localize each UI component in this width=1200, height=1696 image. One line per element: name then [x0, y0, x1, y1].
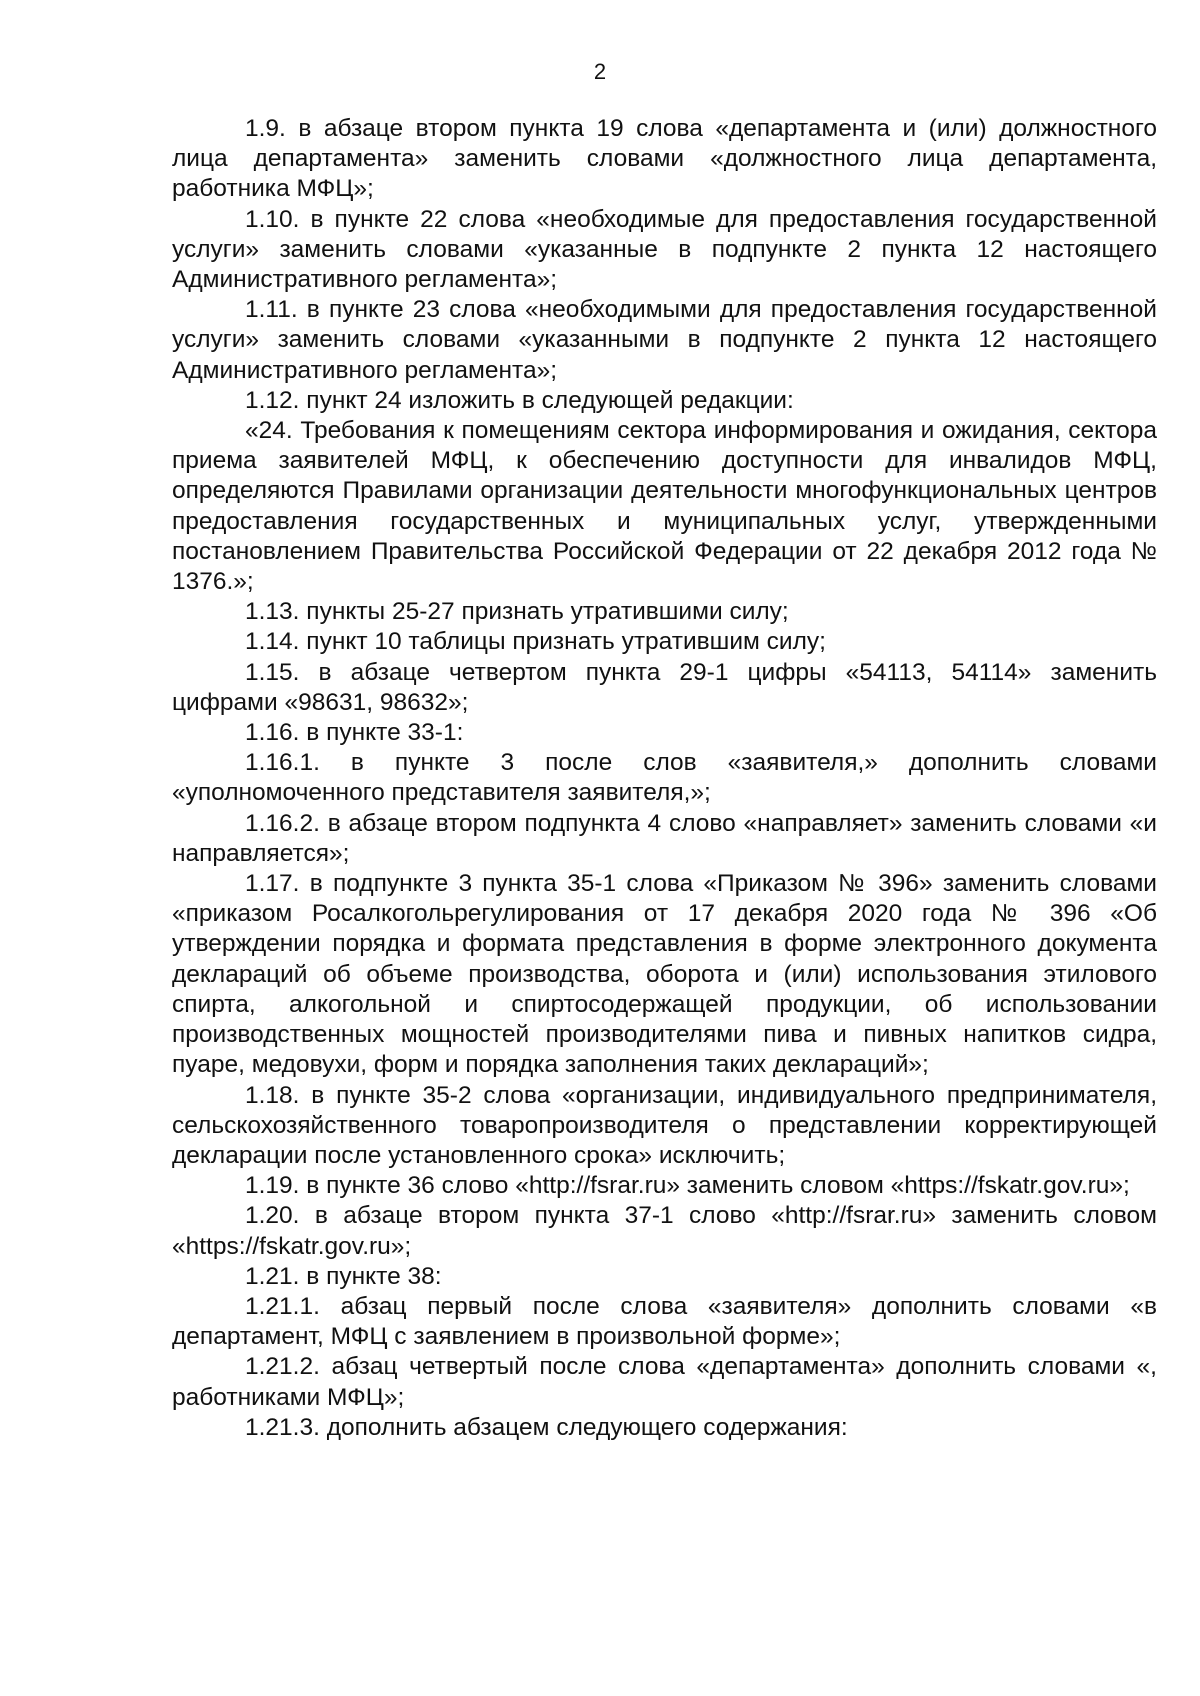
paragraph-1-16-2: 1.16.2. в абзаце втором подпункта 4 слово «направляет» заменить словами «и направляется»; [172, 809, 1157, 867]
paragraph-1-21-1: 1.21.1. абзац первый после слова «заявителя» дополнить словами «в департамент, МФЦ с заявлением в произвольной форме»; [172, 1292, 1157, 1351]
paragraph-quote-24: «24. Требования к помещениям сектора информирования и ожидания, сектора приема заявителей МФЦ, к обеспечению доступности для инвалидов МФЦ, определяются Правилами организации деятельности многофункциональных центров предоставления государственных и муниципальных услуг, утвержденными постановлением Правительства Российской Федерации от 22 декабря 2012 года № 1376.»; [172, 417, 1157, 596]
paragraph-1-20: 1.20. в абзаце втором пункта 37-1 слово «http://fsrar.ru» заменить словом «https://fskatr.gov.ru»; [172, 1202, 1157, 1260]
paragraph-1-21-2: 1.21.2. абзац четвертый после слова «департамента» дополнить словами «, работниками МФЦ»; [172, 1353, 1157, 1411]
paragraph-1-18: 1.18. в пункте 35-2 слова «организации, индивидуального предпринимателя, сельскохозяйственного товаропроизводителя о представлении корректирующей декларации после установленного срока» исключить; [172, 1081, 1157, 1169]
paragraph-1-15: 1.15. в абзаце четвертом пункта 29-1 цифры «54113, 54114» заменить цифрами «98631, 98632»; [172, 658, 1157, 716]
paragraph-1-14: 1.14. пункт 10 таблицы признать утратившим силу; [245, 628, 826, 656]
paragraph-1-21-3: 1.21.3. дополнить абзацем следующего содержания: [245, 1413, 848, 1441]
paragraph-1-11: 1.11. в пункте 23 слова «необходимыми для предоставления государственной услуги» заменить словами «указанными в подпункте 2 пункта 12 настоящего Административного регламента»; [172, 296, 1157, 384]
paragraph-1-10: 1.10. в пункте 22 слова «необходимые для предоставления государственной услуги» заменить словами «указанные в подпункте 2 пункта 12 настоящего Административного регламента»; [172, 205, 1157, 294]
paragraph-1-17: 1.17. в подпункте 3 пункта 35-1 слова «Приказом № 396» заменить словами «приказом Росалкогольрегулирования от 17 декабря 2020 года № 396 «Об утверждении порядка и формата представления в форме электронного документа деклараций об объеме производства, оборота и (или) использования этилового спирта, алкогольной и спиртосодержащей продукции, об использовании производственных мощностей производителями пива и пивных напитков сидра, пуаре, медовухи, форм и порядка заполнения таких деклараций»; [172, 870, 1157, 1079]
paragraph-1-13: 1.13. пункты 25-27 признать утратившими силу; [245, 598, 789, 626]
paragraph-1-16-1: 1.16.1. в пункте 3 после слов «заявителя,» дополнить словами «уполномоченного представителя заявителя,»; [172, 749, 1157, 807]
paragraph-1-21: 1.21. в пункте 38: [245, 1262, 442, 1290]
paragraph-1-12: 1.12. пункт 24 изложить в следующей редакции: [245, 386, 794, 414]
page-number: 2 [593, 59, 607, 84]
paragraph-1-16: 1.16. в пункте 33-1: [245, 719, 464, 747]
paragraph-1-9: 1.9. в абзаце втором пункта 19 слова «департамента и (или) должностного лица департамента» заменить словами «должностного лица департамента, работника МФЦ»; [172, 115, 1157, 203]
document-body [172, 114, 1157, 1443]
paragraph-1-19: 1.19. в пункте 36 слово «http://fsrar.ru» заменить словом «https://fskatr.gov.ru»; [245, 1172, 1130, 1200]
